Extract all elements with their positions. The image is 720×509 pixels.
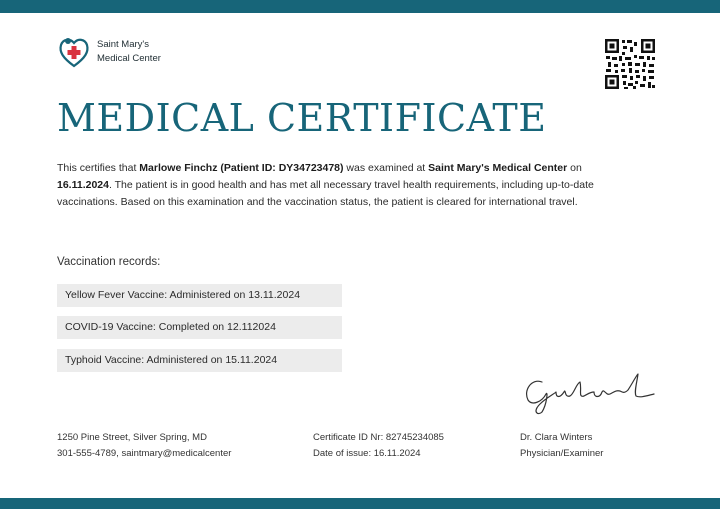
contact: 301-555-4789, saintmary@medicalcenter (57, 448, 232, 459)
certificate-statement (57, 160, 637, 211)
statement-text: This certifies that (57, 162, 140, 174)
exam-date: 16.11.2024 (57, 179, 109, 191)
qr-code-icon (604, 38, 656, 90)
certificate-id: Certificate ID Nr: 82745234085 (313, 432, 444, 443)
issue-date: Date of issue: 16.11.2024 (313, 448, 421, 459)
logo-line-2: Medical Center (97, 53, 161, 64)
vaccination-record: Yellow Fever Vaccine: Administered on 13.11.2024 (57, 284, 342, 307)
footer-doctor-block (520, 430, 603, 462)
logo-line-1: Saint Mary's (97, 39, 149, 50)
signature (520, 368, 655, 418)
statement-text: on (567, 162, 582, 174)
page-title: MEDICAL CERTIFICATE (57, 96, 547, 140)
top-accent-bar (0, 0, 720, 13)
bottom-accent-bar (0, 498, 720, 509)
doctor-name: Dr. Clara Winters (520, 432, 593, 443)
vaccination-record: COVID-19 Vaccine: Completed on 12.112024 (57, 316, 342, 339)
heart-cross-icon (57, 35, 91, 69)
footer-certificate-block (313, 430, 444, 462)
vaccination-record: Typhoid Vaccine: Administered on 15.11.2024 (57, 349, 342, 372)
patient-name: Marlowe Finchz (Patient ID: DY34723478) (139, 162, 344, 174)
footer-address-block (57, 430, 231, 462)
vaccination-heading: Vaccination records: (57, 256, 161, 268)
doctor-role: Physician/Examiner (520, 448, 604, 459)
statement-text: was examined at (343, 162, 429, 174)
statement-text: . The patient is in good health and has met all necessary travel health requirements, including up-to-date vaccinations. Based on this examination and the vaccination status, the patient is cleared for international travel. (57, 179, 594, 208)
logo (57, 35, 161, 69)
medical-center-name: Saint Mary's Medical Center (428, 162, 568, 174)
address: 1250 Pine Street, Silver Spring, MD (57, 432, 207, 443)
